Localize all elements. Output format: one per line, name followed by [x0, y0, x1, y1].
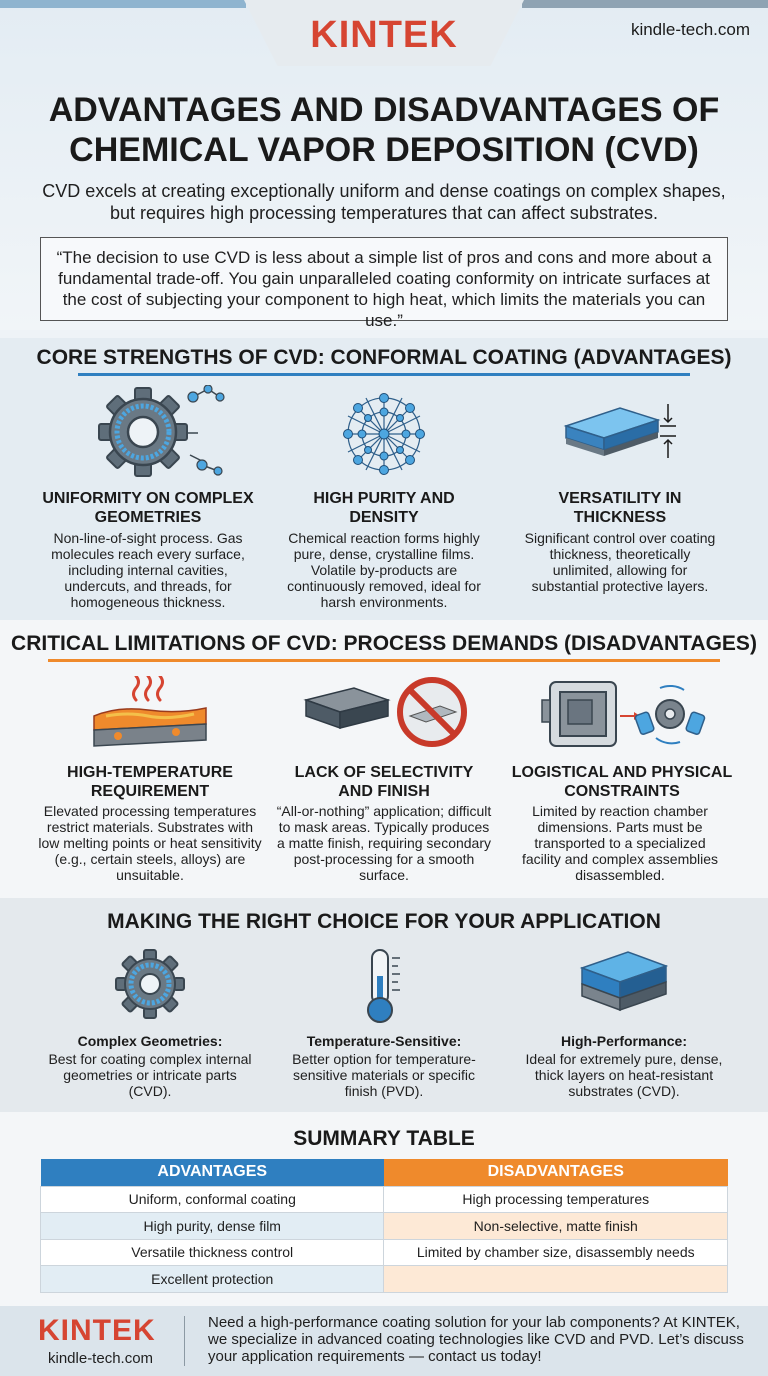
layer-thickness-icon [562, 400, 682, 470]
no-masking-icon [302, 676, 472, 748]
kintek-logo: KINTEK [310, 14, 458, 56]
advantages-underline [78, 373, 690, 376]
advantage-desc-3: Significant control over coating thickness, theoretically unlimited, allowing for substantial protective layers. [524, 530, 716, 594]
choice-title-3: High-Performance: [560, 1033, 688, 1049]
quote-box: “The decision to use CVD is less about a simple list of pros and cons and more about a fundamental trade-off. You gain unparalleled coating conformity on intricate surfaces at the cost of subjecting your component to high heat, which limits the materials you can use.” [40, 237, 728, 321]
table-row [41, 1213, 728, 1240]
intro-text: CVD excels at creating exceptionally uniform and dense coatings on complex shapes, but requires high processing temperatures that can affect substrates. [42, 181, 726, 223]
summary-table-header [41, 1159, 728, 1186]
gear-coating-icon [98, 385, 228, 480]
thick-layer-block-icon [578, 946, 670, 1020]
column-header-disadvantages: DISADVANTAGES [384, 1159, 728, 1186]
page-title: ADVANTAGES AND DISADVANTAGES OF CHEMICAL VAPOR DEPOSITION (CVD) [48, 91, 720, 169]
choice-desc-3: Ideal for extremely pure, dense, thick layers on heat-resistant substrates (CVD). [525, 1051, 723, 1099]
disadvantage-title-2: LACK OF SELECTIVITY AND FINISH [294, 764, 474, 800]
choice-desc-2: Better option for temperature-sensitive materials or specific finish (PVD). [292, 1051, 476, 1099]
heated-substrate-icon [88, 676, 212, 752]
summary-table [40, 1159, 728, 1293]
chamber-disassembly-icon [540, 676, 710, 752]
disadvantage-title-1: HIGH-TEMPERATURE REQUIREMENT [67, 764, 233, 800]
thermometer-icon [360, 946, 410, 1026]
site-url[interactable]: kindle-tech.com [630, 20, 750, 39]
table-row [41, 1186, 728, 1213]
coated-gear-icon [114, 948, 186, 1020]
summary-heading: SUMMARY TABLE [293, 1127, 475, 1150]
choice-title-1: Complex Geometries: [77, 1033, 223, 1049]
crystal-lattice-icon [338, 388, 430, 480]
disadvantages-underline [48, 659, 720, 662]
advantage-desc-1: Non-line-of-sight process. Gas molecules reach every surface, including internal cavities, undercuts, and threads, for homogeneous thickness. [51, 530, 245, 610]
header-strip-left [0, 0, 246, 8]
disadvantage-desc-1: Elevated processing temperatures restrict materials. Substrates with low melting points or heat sensitivity (e.g., certain steels, alloys) are unsuitable. [38, 803, 262, 883]
footer-cta-text: Need a high-performance coating solution for your lab components? At KINTEK, we specialize in advanced coating technologies like CVD and PVD. Let’s discuss your application requirements — contact us today! [208, 1314, 744, 1365]
table-cell-disadvantage: Limited by chamber size, disassembly needs [384, 1239, 728, 1266]
table-cell-disadvantage: Non-selective, matte finish [384, 1213, 728, 1240]
table-row [41, 1239, 728, 1266]
column-header-advantages: ADVANTAGES [41, 1159, 384, 1186]
table-cell-advantage: High purity, dense film [41, 1213, 384, 1240]
table-cell-disadvantage: High processing temperatures [384, 1186, 728, 1213]
table-cell-advantage: Excellent protection [41, 1266, 384, 1293]
disadvantage-desc-2: “All-or-nothing” application; difficult to mask areas. Typically produces a matte finish, requiring secondary post-processing for a smooth surface. [276, 803, 492, 883]
footer-divider [184, 1316, 185, 1366]
disadvantage-desc-3: Limited by reaction chamber dimensions. Parts must be transported to a specialized facility and complex assemblies disassembled. [521, 803, 719, 883]
advantage-title-1: UNIFORMITY ON COMPLEX GEOMETRIES [42, 490, 254, 526]
advantage-title-2: HIGH PURITY AND DENSITY [313, 490, 455, 526]
choice-heading: MAKING THE RIGHT CHOICE FOR YOUR APPLICATION [107, 910, 661, 933]
advantage-title-3: VERSATILITY IN THICKNESS [558, 490, 682, 526]
table-row [41, 1266, 728, 1293]
table-cell-advantage: Versatile thickness control [41, 1239, 384, 1266]
disadvantages-heading: CRITICAL LIMITATIONS OF CVD: PROCESS DEMANDS (DISADVANTAGES) [11, 632, 757, 655]
disadvantage-title-3: LOGISTICAL AND PHYSICAL CONSTRAINTS [511, 764, 733, 800]
choice-title-2: Temperature-Sensitive: [306, 1033, 462, 1049]
advantages-heading: CORE STRENGTHS OF CVD: CONFORMAL COATING (ADVANTAGES) [36, 346, 732, 369]
table-cell-advantage: Uniform, conformal coating [41, 1186, 384, 1213]
table-cell-disadvantage [384, 1266, 728, 1293]
footer [0, 1306, 768, 1376]
advantage-desc-2: Chemical reaction forms highly pure, dense, crystalline films. Volatile by-products are continuously removed, ideal for harsh environments. [287, 530, 481, 610]
footer-site-url[interactable]: kindle-tech.com [48, 1350, 154, 1367]
header-strip-right [522, 0, 768, 8]
choice-desc-1: Best for coating complex internal geometries or intricate parts (CVD). [48, 1051, 252, 1099]
footer-logo: KINTEK [38, 1314, 156, 1347]
